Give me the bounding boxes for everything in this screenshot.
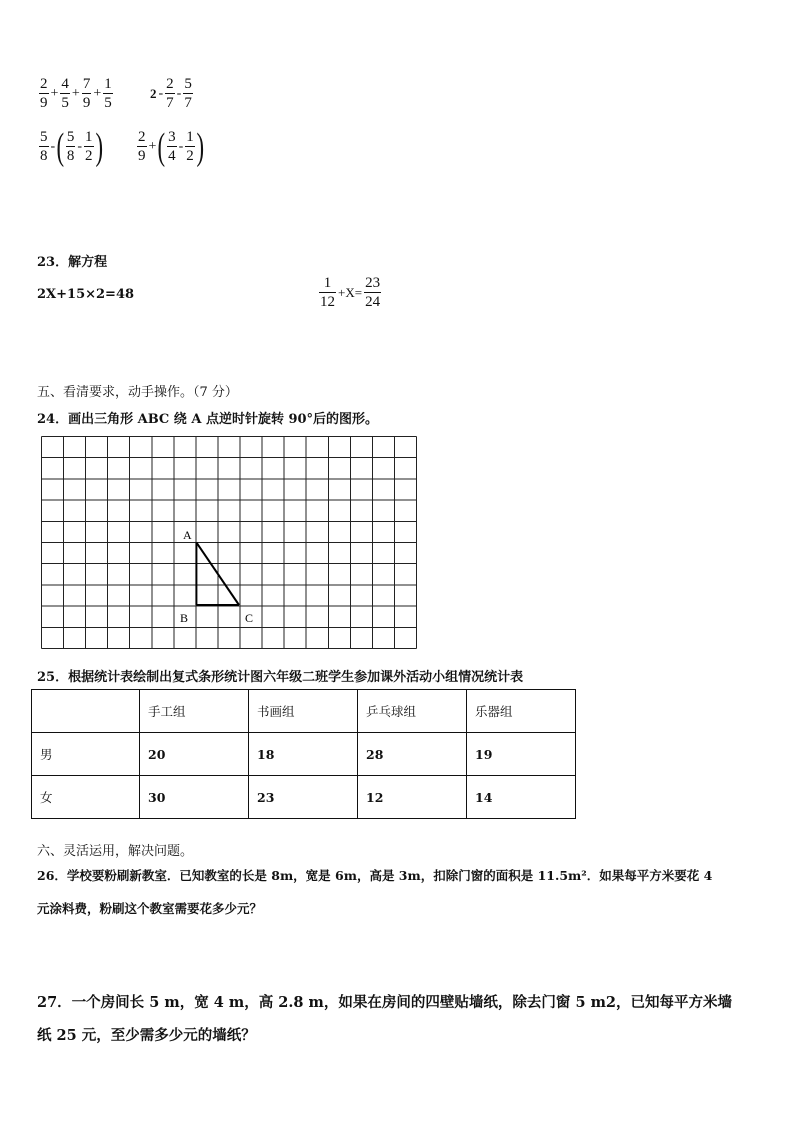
statistics-table: [31, 689, 576, 819]
numerator: 5: [66, 129, 75, 145]
denominator: 5: [61, 95, 69, 111]
fraction: [319, 276, 336, 310]
point-c-label: C: [245, 611, 254, 625]
denominator: 2: [85, 148, 93, 164]
table-row: [32, 776, 576, 819]
table-header-cell: 手工组: [140, 690, 249, 733]
numerator: 2: [138, 129, 146, 145]
row-label: 男: [32, 733, 140, 776]
denominator: 24: [365, 294, 381, 310]
section-5-heading: 五、看清要求，动手操作。（7 分）: [37, 385, 238, 400]
numerator: 4: [61, 76, 69, 92]
numerator: 1: [85, 129, 93, 145]
operator: -: [50, 139, 56, 154]
operator: -: [158, 86, 164, 101]
table-cell: 19: [467, 733, 576, 776]
integer: 2: [150, 86, 157, 101]
operator: +: [50, 86, 59, 101]
table-header-row: [32, 690, 576, 733]
fraction: [82, 77, 92, 111]
table-cell: 23: [249, 776, 358, 819]
fraction: [183, 77, 193, 111]
denominator: 2: [186, 148, 194, 164]
expression-3: [38, 128, 103, 166]
right-parenthesis: ): [95, 126, 103, 168]
denominator: 4: [168, 148, 176, 164]
numerator: 23: [365, 275, 381, 291]
table-cell: 28: [358, 733, 467, 776]
denominator: 8: [66, 148, 75, 164]
q27-line-2: 纸 25 元，至少需多少元的墙纸？: [37, 1027, 256, 1044]
numerator: 2: [40, 76, 48, 92]
fraction: [185, 130, 195, 164]
table-header-cell: 乐器组: [467, 690, 576, 733]
fraction: [39, 130, 49, 164]
expression-4: [136, 128, 204, 166]
q23-equation-2: [318, 276, 382, 310]
q23-title: 23．解方程: [37, 255, 108, 270]
fraction: [60, 77, 70, 111]
fraction: [39, 77, 49, 111]
fraction: [66, 130, 76, 164]
q26-line-2: 元涂料费，粉刷这个教室需要花多少元？: [37, 901, 263, 916]
point-a-label: A: [183, 528, 192, 542]
table-cell: 12: [358, 776, 467, 819]
denominator: 8: [40, 148, 48, 164]
numerator: 5: [40, 129, 48, 145]
denominator: 7: [166, 95, 174, 111]
fraction: [137, 130, 147, 164]
expression-2: [150, 77, 194, 111]
point-b-label: B: [180, 611, 189, 625]
fraction: [167, 130, 177, 164]
q26-line-1: 26．学校要粉刷新教室．已知教室的长是 8m，宽是 6m，高是 3m，扣除门窗的面积是 11.5m²．如果每平方米要花 4: [37, 868, 713, 883]
table-cell: 18: [249, 733, 358, 776]
operator: +: [93, 86, 102, 101]
q24-title: 24．画出三角形 ABC 绕 A 点逆时针旋转 90°后的图形。: [37, 412, 379, 427]
q25-title: 25．根据统计表绘制出复式条形统计图六年级二班学生参加课外活动小组情况统计表: [37, 670, 524, 685]
expression-1: [38, 77, 114, 111]
table-row: [32, 733, 576, 776]
operator: -: [178, 139, 184, 154]
table-cell: 30: [140, 776, 249, 819]
operator: +: [71, 86, 80, 101]
q27-line-1: 27．一个房间长 5 m，宽 4 m，高 2.8 m，如果在房间的四壁贴墙纸，除去门窗 5 m2，已知每平方米墙: [37, 994, 733, 1011]
section-6-heading: 六、灵活运用，解决问题。: [37, 844, 194, 859]
numerator: 1: [104, 76, 112, 92]
denominator: 12: [320, 294, 335, 310]
square-grid: [41, 436, 421, 652]
fraction: [103, 77, 113, 111]
left-parenthesis: (: [157, 126, 166, 168]
numerator: 3: [168, 129, 176, 145]
row-label: 女: [32, 776, 140, 819]
right-parenthesis: ): [196, 126, 204, 168]
q23-equation-1: 2X+15×2=48: [37, 287, 135, 302]
left-parenthesis: (: [56, 126, 65, 168]
denominator: 9: [138, 148, 146, 164]
denominator: 5: [104, 95, 112, 111]
numerator: 5: [184, 76, 192, 92]
table-cell: 14: [467, 776, 576, 819]
table-cell: 20: [140, 733, 249, 776]
fraction: [364, 276, 381, 310]
numerator: 2: [166, 76, 174, 92]
numerator: 1: [186, 129, 194, 145]
denominator: 9: [40, 95, 48, 111]
denominator: 7: [184, 95, 192, 111]
operator: -: [176, 86, 182, 101]
fraction: [84, 130, 94, 164]
table-header-cell: 乒乓球组: [358, 690, 467, 733]
table-header-cell: 书画组: [249, 690, 358, 733]
numerator: 1: [323, 275, 332, 291]
denominator: 9: [82, 95, 91, 111]
equation-middle: +X=: [338, 285, 363, 300]
operator: -: [77, 139, 82, 154]
numerator: 7: [82, 76, 91, 92]
operator: +: [148, 139, 157, 154]
fraction: [165, 77, 175, 111]
table-header-cell: [32, 690, 140, 733]
